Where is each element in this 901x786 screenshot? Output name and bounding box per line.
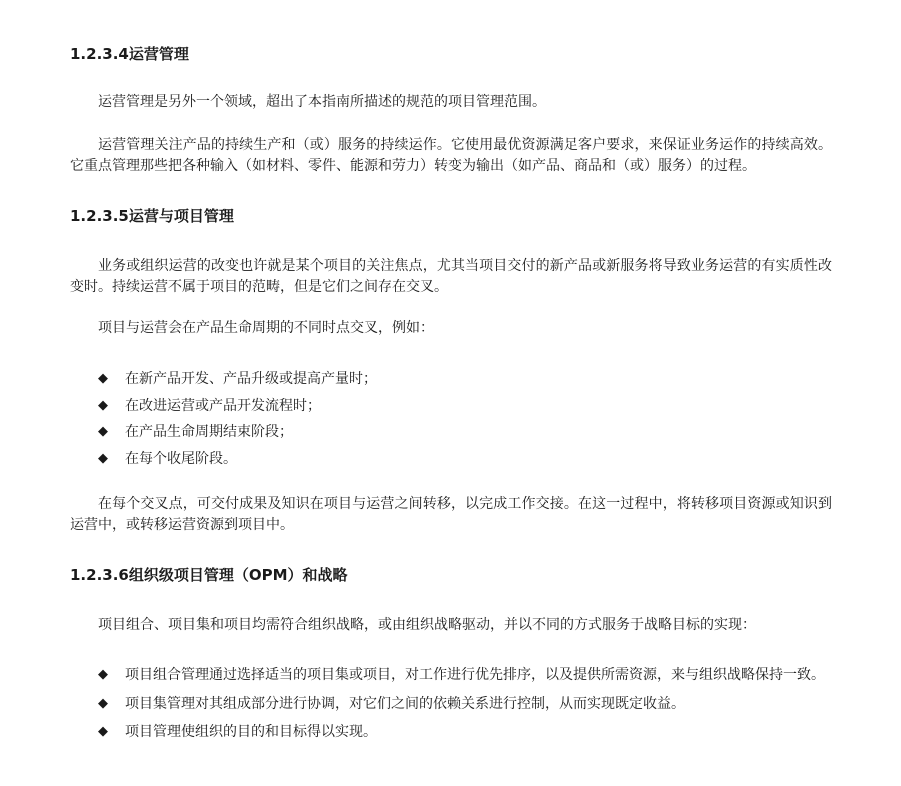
- paragraph-operations-focus: 运营管理关注产品的持续生产和（或）服务的持续运作。它使用最优资源满足客户要求，来保证业务运作的持续高效。它重点管理那些把各种输入（如材料、零件、能源和劳力）转变为输出（如产品、商品和（或）服务）的过程。: [70, 137, 832, 174]
- list-item: [98, 661, 832, 689]
- bullet-list-strategy: [98, 661, 832, 746]
- list-item: [98, 446, 832, 473]
- list-item-text: 项目组合管理通过选择适当的项目集或项目，对工作进行优先排序，以及提供所需资源，来与组织战略保持一致。: [125, 667, 825, 683]
- list-item-text: 在产品生命周期结束阶段；: [125, 424, 293, 440]
- list-item-text: 项目集管理对其组成部分进行协调，对它们之间的依赖关系进行控制，从而实现既定收益。: [125, 696, 685, 712]
- paragraph-handover: 在每个交叉点，可交付成果及知识在项目与运营之间转移，以完成工作交接。在这一过程中，将转移项目资源或知识到运营中，或转移运营资源到项目中。: [70, 496, 832, 533]
- section-heading-operations-management: 1.2.3.4运营管理: [70, 45, 189, 63]
- section-heading-operations-and-project: 1.2.3.5运营与项目管理: [70, 207, 234, 225]
- diamond-bullet-icon: ◆: [98, 450, 108, 466]
- diamond-bullet-icon: ◆: [98, 696, 108, 711]
- list-item: [98, 366, 832, 393]
- paragraph-strategy-alignment: 项目组合、项目集和项目均需符合组织战略，或由组织战略驱动，并以不同的方式服务于战略目标的实现：: [98, 617, 756, 633]
- list-item-text: 在每个收尾阶段。: [125, 450, 237, 467]
- list-item-text: 项目管理使组织的目的和目标得以实现。: [125, 724, 377, 740]
- bullet-list-intersections: [98, 366, 832, 472]
- paragraph-intersection-intro: 项目与运营会在产品生命周期的不同时点交叉，例如：: [98, 320, 434, 336]
- diamond-bullet-icon: ◆: [98, 397, 108, 413]
- list-item: [98, 718, 832, 746]
- paragraph-operations-scope: 运营管理是另外一个领域，超出了本指南所描述的规范的项目管理范围。: [98, 94, 546, 110]
- diamond-bullet-icon: ◆: [98, 724, 108, 739]
- diamond-bullet-icon: ◆: [98, 371, 108, 386]
- diamond-bullet-icon: ◆: [98, 667, 108, 682]
- list-item: [98, 419, 832, 446]
- list-item: [98, 393, 832, 420]
- diamond-bullet-icon: ◆: [98, 424, 108, 439]
- list-item: [98, 690, 832, 718]
- paragraph-business-change: 业务或组织运营的改变也许就是某个项目的关注焦点，尤其当项目交付的新产品或新服务将导致业务运营的有实质性改变时。持续运营不属于项目的范畴，但是它们之间存在交叉。: [70, 258, 832, 295]
- list-item-text: 在新产品开发、产品升级或提高产量时；: [125, 371, 377, 387]
- list-item-text: 在改进运营或产品开发流程时；: [125, 397, 321, 414]
- section-heading-opm-and-strategy: 1.2.3.6组织级项目管理（OPM）和战略: [70, 566, 348, 584]
